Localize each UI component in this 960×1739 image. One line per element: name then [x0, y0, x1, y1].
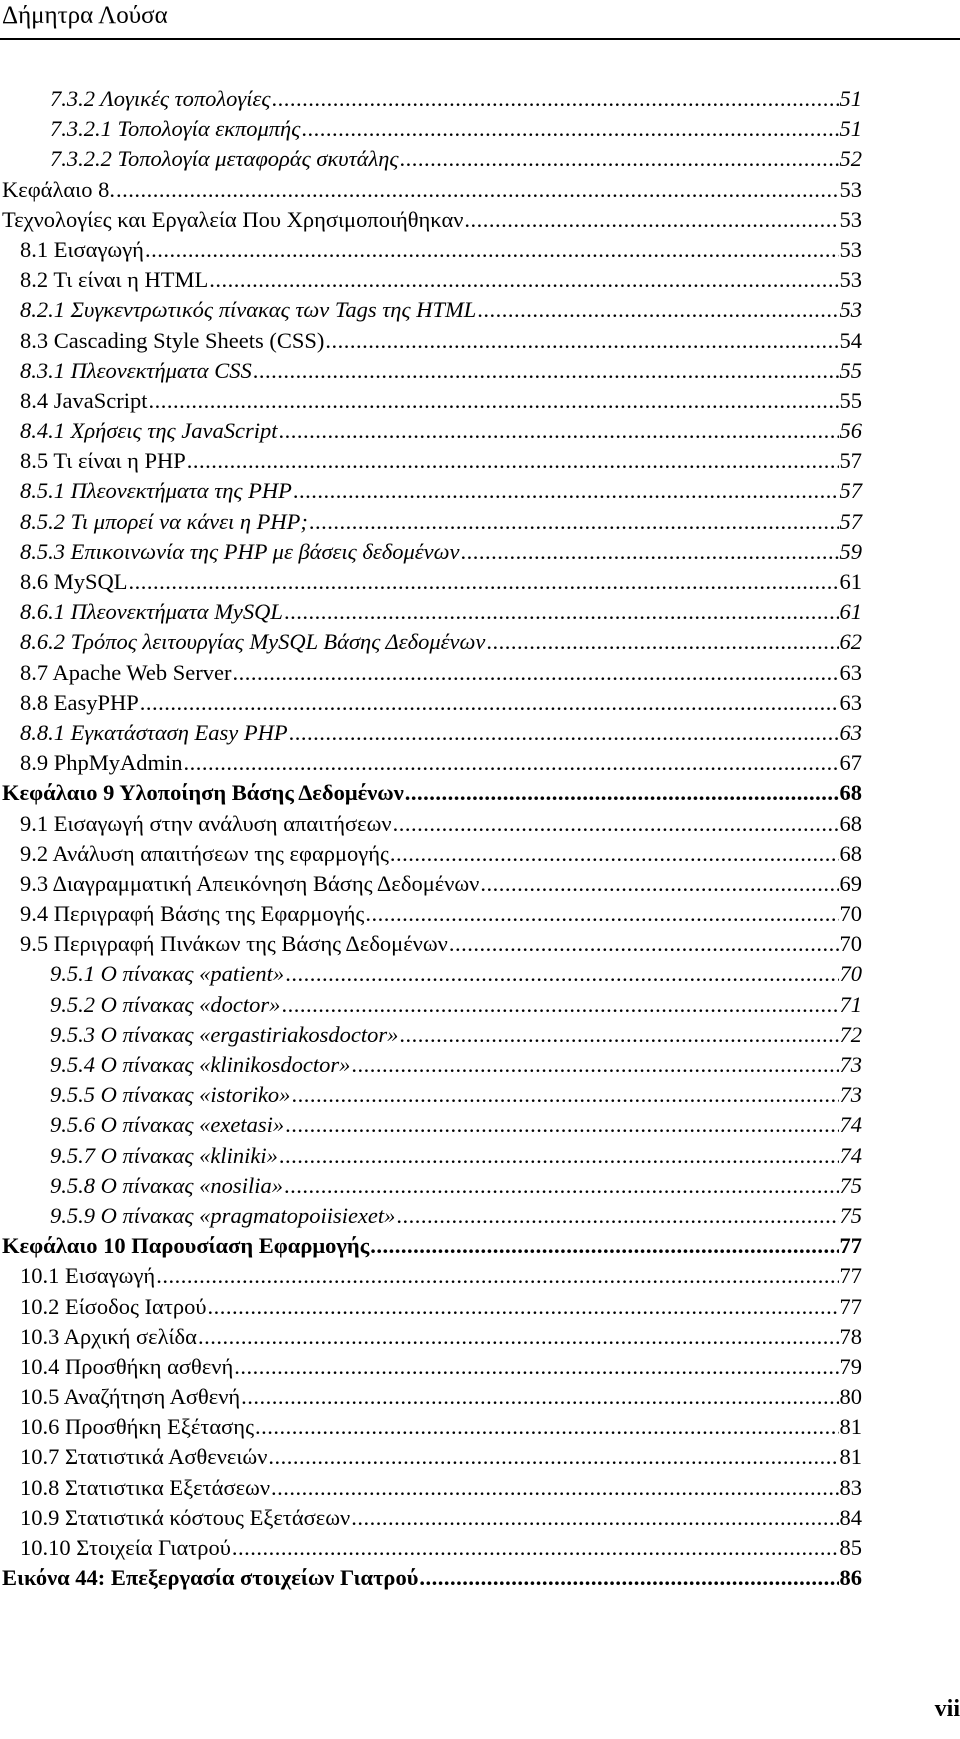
toc-entry-title: 8.2.1 Συγκεντρωτικός πίνακας των Tags της HTML: [20, 297, 477, 323]
dot-leader: [148, 386, 838, 416]
toc-entry-page: 78: [839, 1323, 862, 1349]
toc-entry[interactable]: [0, 1503, 862, 1533]
toc-entry-title: 9.5 Περιγραφή Πινάκων της Βάσης Δεδομένων: [20, 931, 448, 957]
dot-leader: [255, 1412, 839, 1442]
toc-entry[interactable]: [0, 1563, 862, 1593]
toc-entry-title: 8.5 Τι είναι η PHP: [20, 448, 186, 474]
toc-entry-page: 63: [839, 689, 862, 715]
toc-entry-page: 63: [839, 659, 862, 685]
toc-entry-page: 81: [839, 1444, 862, 1470]
toc-entry[interactable]: [0, 929, 862, 959]
toc-entry[interactable]: [0, 205, 862, 235]
toc-entry[interactable]: [0, 1231, 862, 1261]
toc-entry-title: Κεφάλαιο 8.: [2, 176, 115, 202]
toc-entry-title: 9.5.7 Ο πίνακας «kliniki»: [50, 1142, 278, 1168]
dot-leader: [477, 295, 838, 325]
dot-leader: [241, 1382, 838, 1412]
toc-entry-title: 9.5.1 Ο πίνακας «patient»: [50, 961, 285, 987]
toc-entry-page: 55: [839, 387, 862, 413]
dot-leader: [140, 688, 839, 718]
dot-leader: [209, 265, 838, 295]
toc-entry[interactable]: [0, 658, 862, 688]
toc-entry[interactable]: [0, 1110, 862, 1140]
toc-entry[interactable]: [0, 627, 862, 657]
toc-entry-page: 73: [839, 1052, 862, 1077]
toc-entry[interactable]: [0, 114, 862, 144]
toc-entry[interactable]: [0, 597, 862, 627]
toc-entry-title: 8.8.1 Εγκατάσταση Easy PHP: [20, 719, 288, 745]
toc-entry[interactable]: [0, 416, 862, 446]
dot-leader: [284, 597, 839, 627]
toc-entry-page: 51: [839, 116, 862, 142]
toc-entry[interactable]: [0, 295, 862, 325]
toc-entry-page: 70: [839, 961, 862, 987]
dot-leader: [351, 1050, 838, 1080]
toc-entry-title: 9.5.4 Ο πίνακας «klinikosdoctor»: [50, 1052, 351, 1077]
toc-entry[interactable]: [0, 356, 862, 386]
toc-entry[interactable]: [0, 1292, 862, 1322]
dot-leader: [309, 507, 839, 537]
toc-entry[interactable]: [0, 688, 862, 718]
dot-leader: [399, 1020, 838, 1050]
toc-entry-page: 84: [839, 1504, 862, 1530]
toc-entry[interactable]: [0, 809, 862, 839]
toc-entry-title: 8.5.3 Επικοινωνία της PHP με βάσεις δεδομένων: [20, 538, 460, 564]
dot-leader: [390, 839, 839, 869]
toc-entry[interactable]: [0, 265, 862, 295]
toc-entry-page: 77: [839, 1293, 862, 1319]
dot-leader: [268, 1442, 838, 1472]
toc-entry-page: 57: [839, 448, 862, 474]
toc-entry-page: 53: [839, 206, 862, 232]
toc-entry-page: 74: [839, 1112, 862, 1138]
toc-entry[interactable]: [0, 1442, 862, 1472]
toc-entry[interactable]: [0, 1141, 862, 1171]
toc-entry[interactable]: [0, 1412, 862, 1442]
toc-entry[interactable]: [0, 899, 862, 929]
toc-entry[interactable]: [0, 1322, 862, 1352]
toc-entry-title: Τεχνολογίες και Εργαλεία Που Χρησιμοποιήθηκαν: [2, 206, 464, 232]
toc-entry-page: 72: [839, 1021, 862, 1047]
toc-entry[interactable]: [0, 1201, 862, 1231]
toc-entry-page: 83: [839, 1474, 862, 1500]
toc-entry-title: Κεφάλαιο 10 Παρουσίαση Εφαρμογής: [2, 1233, 370, 1259]
dot-leader: [285, 959, 838, 989]
dot-leader: [285, 1110, 838, 1140]
dot-leader: [480, 869, 838, 899]
toc-entry-page: 59: [839, 538, 862, 564]
toc-entry-title: 7.3.2 Λογικές τοπολογίες: [50, 86, 271, 111]
page-header: [0, 0, 960, 50]
toc-entry[interactable]: [0, 1352, 862, 1382]
dot-leader: [198, 1322, 839, 1352]
toc-entry[interactable]: [0, 778, 862, 808]
toc-entry[interactable]: [0, 959, 862, 989]
dot-leader: [284, 1171, 839, 1201]
toc-entry[interactable]: [0, 990, 862, 1020]
dot-leader: [486, 627, 838, 657]
toc-entry-page: 80: [839, 1384, 862, 1410]
toc-entry-title: 9.5.2 Ο πίνακας «doctor»: [50, 991, 281, 1017]
dot-leader: [281, 990, 838, 1020]
toc-entry-title: 8.1 Εισαγωγή: [20, 236, 144, 262]
toc-entry-title: 10.8 Στατιστικα Εξετάσεων: [20, 1474, 271, 1500]
toc-entry-page: 52: [839, 146, 862, 172]
toc-entry[interactable]: [0, 84, 862, 114]
toc-entry[interactable]: [0, 507, 862, 537]
toc-entry[interactable]: [0, 718, 862, 748]
toc-entry-page: 61: [839, 599, 862, 625]
dot-leader: [393, 809, 839, 839]
toc-entry[interactable]: [0, 1080, 862, 1110]
toc-entry-title: 8.3 Cascading Style Sheets (CSS): [20, 327, 325, 353]
toc-entry[interactable]: [0, 748, 862, 778]
dot-leader: [291, 1080, 838, 1110]
toc-entry-page: 53: [839, 297, 862, 323]
toc-entry-page: 57: [839, 478, 862, 504]
dot-leader: [232, 1533, 839, 1563]
toc-entry-title: 9.4 Περιγραφή Βάσης της Εφαρμογής: [20, 901, 365, 927]
toc-entry-title: 9.5.6 Ο πίνακας «exetasi»: [50, 1112, 285, 1138]
dot-leader: [156, 1261, 838, 1291]
toc-entry[interactable]: [0, 144, 862, 174]
dot-leader: [289, 718, 839, 748]
toc-entry-page: 85: [839, 1535, 862, 1560]
toc-entry-title: 9.5.9 Ο πίνακας «pragmatopoiisiexet»: [50, 1202, 396, 1228]
toc-entry[interactable]: [0, 1533, 862, 1563]
toc-entry-title: 8.7 Apache Web Server: [20, 659, 232, 685]
toc-entry-title: 10.7 Στατιστικά Ασθενειών: [20, 1444, 268, 1470]
toc-entry-title: 8.4.1 Χρήσεις της JavaScript: [20, 418, 278, 444]
dot-leader: [129, 567, 839, 597]
toc-entry-title: 9.2 Ανάλυση απαιτήσεων της εφαρμογής: [20, 840, 389, 866]
toc-entry-page: 68: [839, 780, 862, 806]
author-name: Δήμητρα Λούσα: [2, 2, 168, 29]
toc-entry-title: 10.4 Προσθήκη ασθενή: [20, 1353, 234, 1379]
table-of-contents: [0, 84, 862, 1593]
toc-entry-title: 8.5.2 Τι μπορεί να κάνει η PHP;: [20, 508, 308, 534]
toc-entry-page: 57: [839, 508, 862, 534]
toc-entry-page: 53: [839, 267, 862, 293]
toc-entry-title: 8.3.1 Πλεονεκτήματα CSS: [20, 357, 252, 383]
toc-entry-title: 10.3 Αρχική σελίδα: [20, 1323, 197, 1349]
toc-entry-page: 77: [839, 1233, 862, 1259]
toc-entry-title: 8.6 MySQL: [20, 569, 128, 594]
toc-entry-title: 8.8 EasyPHP: [20, 689, 139, 715]
toc-entry-page: 68: [839, 840, 862, 866]
toc-entry-page: 77: [839, 1263, 862, 1289]
toc-entry-title: Κεφάλαιο 9 Υλοποίηση Βάσης Δεδομένων: [2, 780, 404, 806]
dot-leader: [464, 205, 838, 235]
dot-leader: [325, 326, 838, 356]
toc-entry[interactable]: [0, 537, 862, 567]
toc-entry[interactable]: [0, 446, 862, 476]
toc-entry[interactable]: [0, 869, 862, 899]
dot-leader: [279, 1141, 839, 1171]
dot-leader: [234, 1352, 838, 1382]
dot-leader: [293, 476, 839, 506]
toc-entry-title: 8.9 PhpMyAdmin: [20, 750, 183, 776]
dot-leader: [351, 1503, 838, 1533]
toc-entry-title: 10.10 Στοιχεία Γιατρού: [20, 1535, 231, 1560]
toc-entry-title: 7.3.2.2 Τοπολογία μεταφοράς σκυτάλης: [50, 146, 399, 172]
dot-leader: [272, 84, 839, 114]
dot-leader: [116, 175, 839, 205]
toc-entry-page: 53: [839, 176, 862, 202]
dot-leader: [449, 929, 839, 959]
toc-entry[interactable]: [0, 839, 862, 869]
toc-entry-page: 55: [839, 357, 862, 383]
dot-leader: [301, 114, 838, 144]
toc-entry-title: 10.9 Στατιστικά κόστους Εξετάσεων: [20, 1504, 351, 1530]
toc-entry-page: 86: [839, 1565, 862, 1591]
toc-entry-page: 56: [839, 418, 862, 444]
toc-entry[interactable]: [0, 1473, 862, 1503]
dot-leader: [396, 1201, 838, 1231]
toc-entry-title: 8.5.1 Πλεονεκτήματα της PHP: [20, 478, 292, 504]
dot-leader: [405, 778, 839, 808]
dot-leader: [365, 899, 838, 929]
toc-entry[interactable]: [0, 1050, 862, 1080]
dot-leader: [184, 748, 839, 778]
toc-entry[interactable]: [0, 386, 862, 416]
toc-entry[interactable]: [0, 1171, 862, 1201]
toc-entry[interactable]: [0, 326, 862, 356]
dot-leader: [145, 235, 839, 265]
toc-entry-title: Εικόνα 44: Επεξεργασία στοιχείων Γιατρού: [2, 1565, 419, 1591]
toc-entry-page: 70: [839, 901, 862, 927]
toc-entry-title: 10.1 Εισαγωγή: [20, 1263, 156, 1289]
toc-entry-page: 71: [839, 991, 862, 1017]
toc-entry-page: 54: [839, 327, 862, 353]
toc-entry-page: 73: [839, 1082, 862, 1108]
toc-entry[interactable]: [0, 567, 862, 597]
toc-entry-page: 62: [839, 629, 862, 655]
toc-entry-page: 68: [839, 810, 862, 836]
toc-entry-page: 51: [839, 86, 862, 111]
toc-entry[interactable]: [0, 1382, 862, 1412]
dot-leader: [419, 1563, 838, 1593]
toc-entry[interactable]: [0, 235, 862, 265]
toc-entry-title: 8.4 JavaScript: [20, 387, 148, 413]
toc-entry-title: 9.5.8 Ο πίνακας «nosilia»: [50, 1172, 283, 1198]
toc-entry[interactable]: [0, 1261, 862, 1291]
toc-entry-page: 70: [839, 931, 862, 957]
toc-entry[interactable]: [0, 1020, 862, 1050]
toc-entry-title: 7.3.2.1 Τοπολογία εκπομπής: [50, 116, 301, 142]
toc-entry-title: 8.6.1 Πλεονεκτήματα MySQL: [20, 599, 283, 625]
toc-entry-title: 10.2 Είσοδος Ιατρού: [20, 1293, 207, 1319]
toc-entry-page: 63: [839, 719, 862, 745]
toc-entry-title: 9.5.5 Ο πίνακας «istoriko»: [50, 1082, 291, 1108]
dot-leader: [461, 537, 839, 567]
toc-entry-title: 9.1 Εισαγωγή στην ανάλυση απαιτήσεων: [20, 810, 392, 836]
dot-leader: [279, 416, 839, 446]
toc-entry-page: 81: [839, 1414, 862, 1440]
toc-entry-title: 8.2 Τι είναι η HTML: [20, 267, 209, 293]
toc-entry-title: 10.6 Προσθήκη Εξέτασης: [20, 1414, 254, 1440]
toc-entry-page: 74: [839, 1142, 862, 1168]
toc-entry-page: 75: [839, 1202, 862, 1228]
dot-leader: [232, 658, 838, 688]
toc-entry-title: 9.5.3 Ο πίνακας «ergastiriakosdoctor»: [50, 1021, 399, 1047]
toc-entry-page: 53: [839, 236, 862, 262]
toc-entry-title: 9.3 Διαγραμματική Απεικόνηση Βάσης Δεδομένων: [20, 870, 480, 896]
dot-leader: [253, 356, 839, 386]
dot-leader: [370, 1231, 838, 1261]
dot-leader: [208, 1292, 839, 1322]
toc-entry[interactable]: [0, 175, 862, 205]
dot-leader: [271, 1473, 838, 1503]
toc-entry-page: 67: [839, 750, 862, 776]
dot-leader: [187, 446, 839, 476]
toc-entry-page: 75: [839, 1172, 862, 1198]
toc-entry-page: 79: [839, 1353, 862, 1379]
header-divider: [0, 38, 960, 40]
dot-leader: [400, 144, 839, 174]
page-number: vii: [934, 1696, 960, 1722]
toc-entry-title: 8.6.2 Τρόπος λειτουργίας MySQL Βάσης Δεδομένων: [20, 629, 486, 655]
toc-entry[interactable]: [0, 476, 862, 506]
toc-entry-title: 10.5 Αναζήτηση Ασθενή: [20, 1384, 241, 1410]
toc-entry-page: 61: [839, 569, 862, 594]
toc-entry-page: 69: [839, 870, 862, 896]
